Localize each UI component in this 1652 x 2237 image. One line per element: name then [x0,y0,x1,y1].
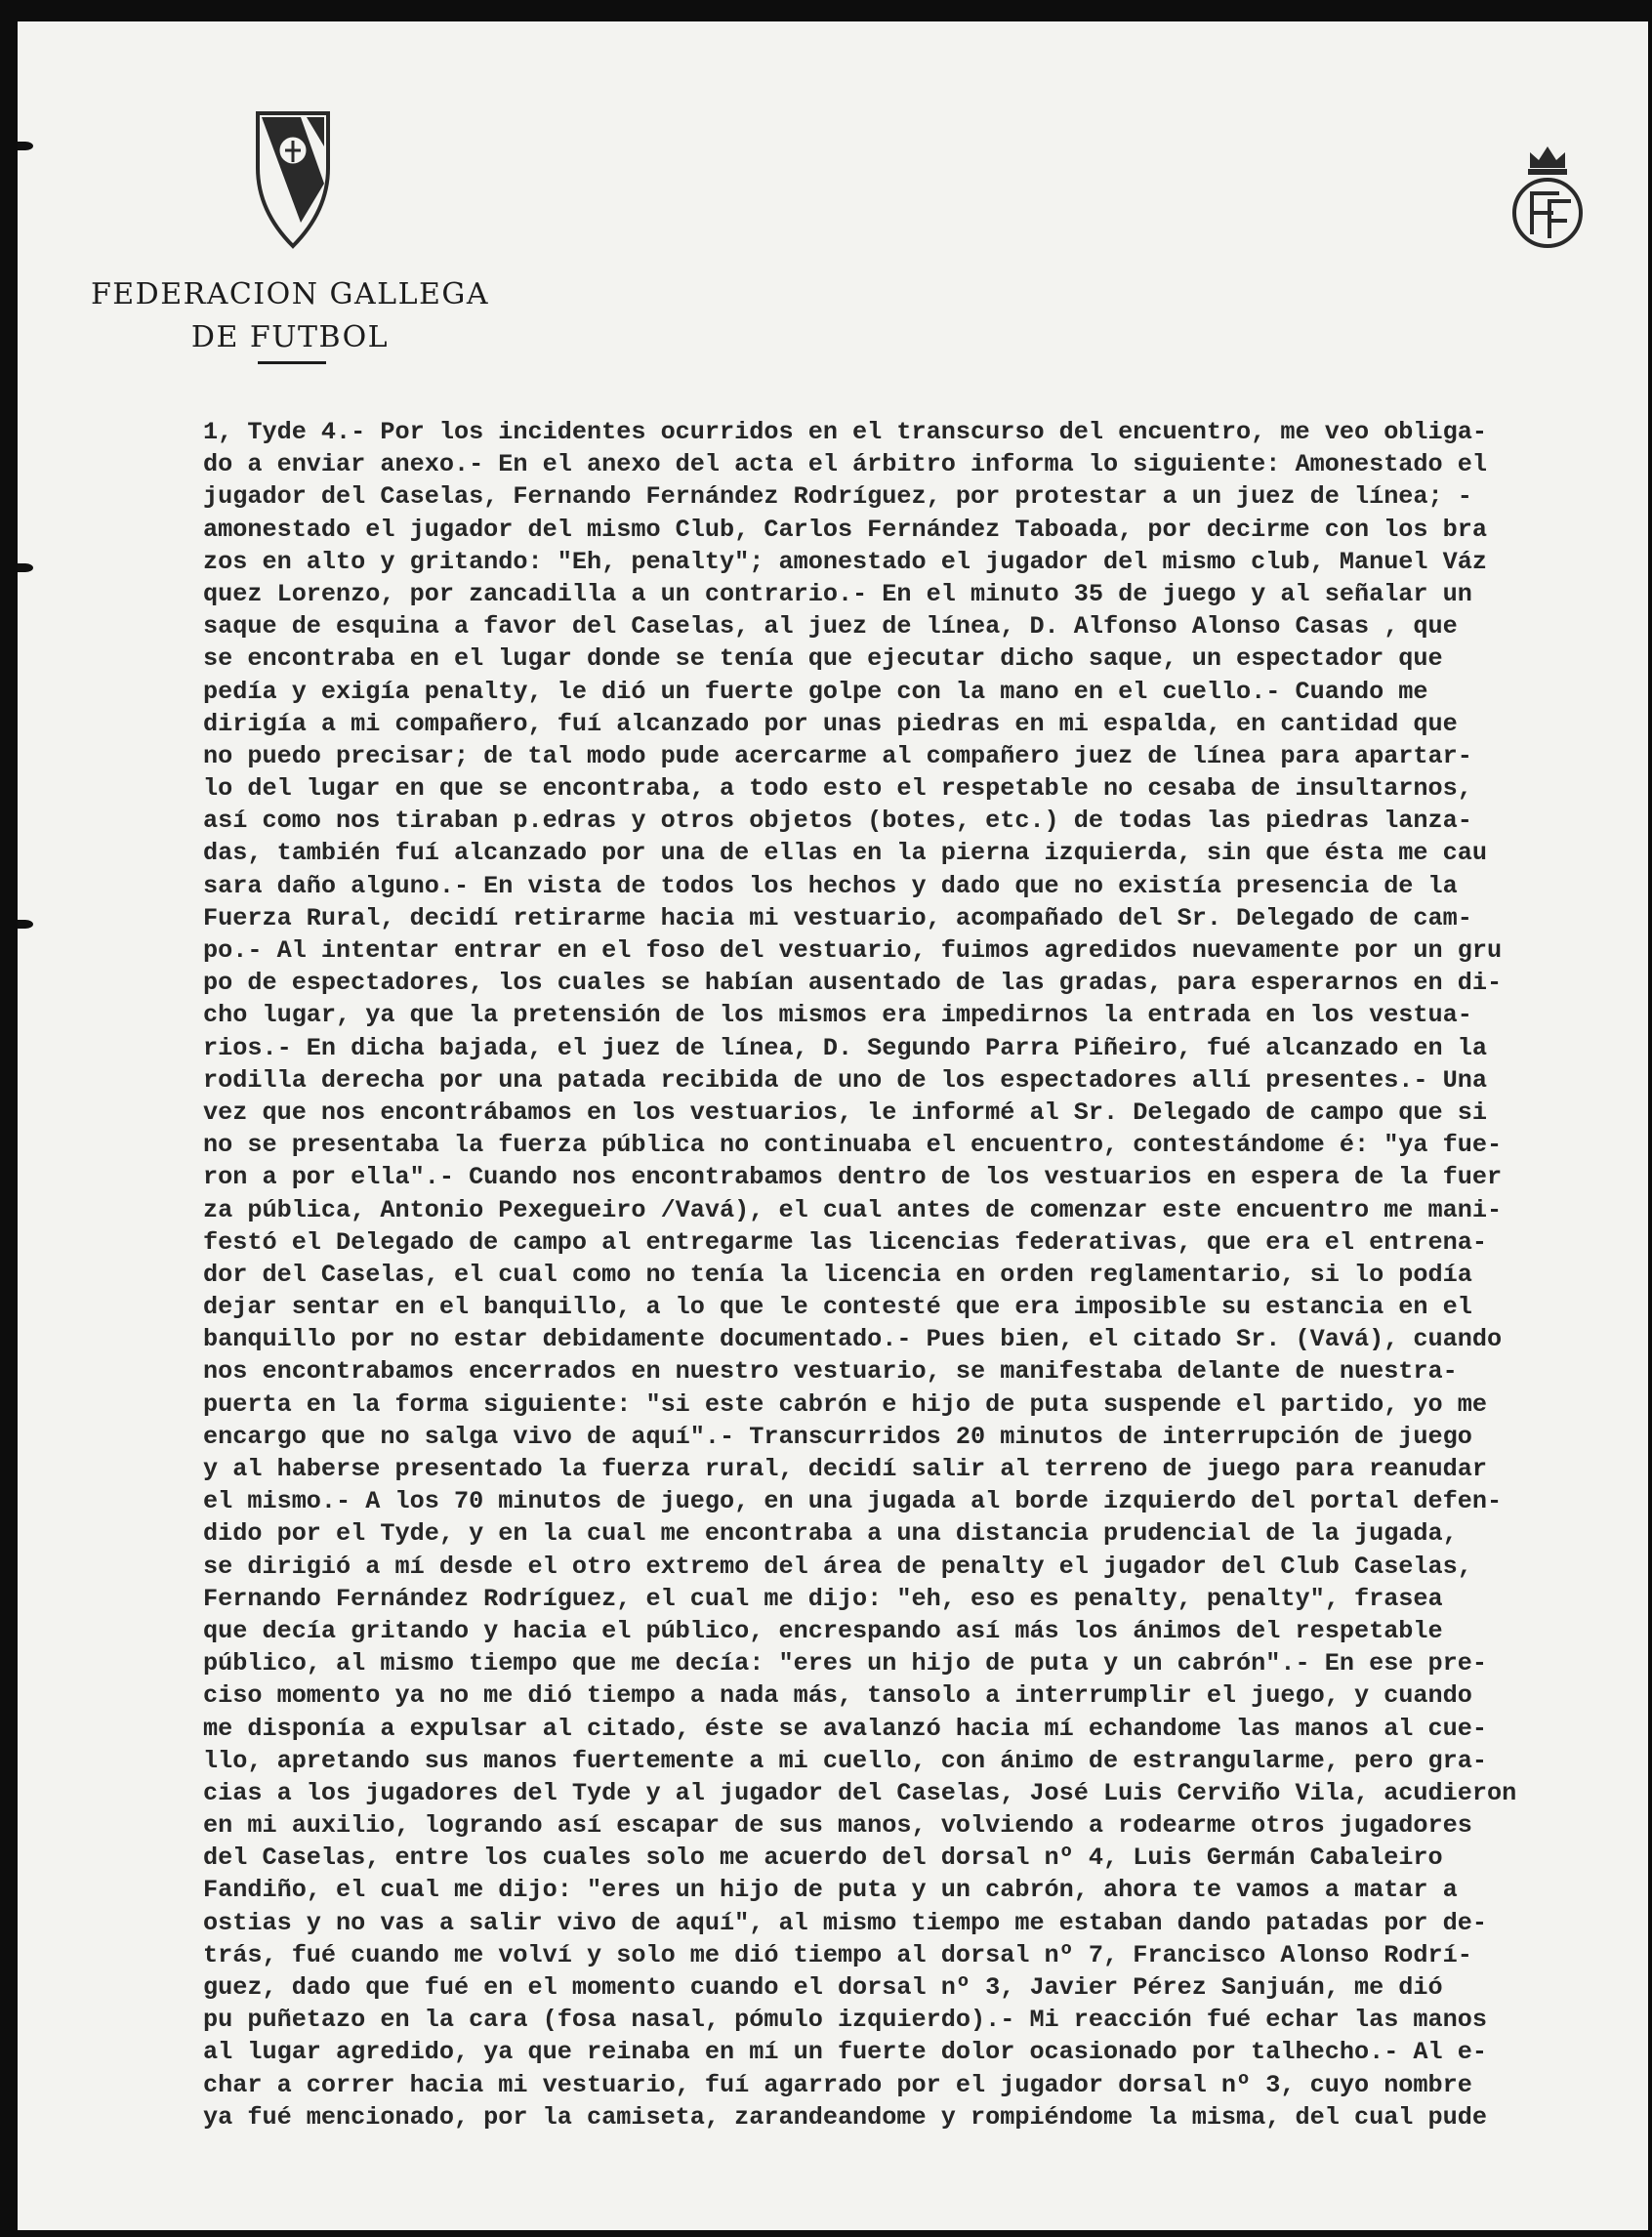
text-line: llo, apretando sus manos fuertemente a mi cuello, con ánimo de estrangularme, pero gra- [203,1746,1488,1775]
text-line: me disponía a expulsar al citado, éste se avalanzó hacia mí echandome las manos al cue- [203,1714,1488,1743]
text-line: no se presentaba la fuerza pública no continuaba el encuentro, contestándome é: "ya fue- [203,1131,1503,1160]
text-line: quez Lorenzo, por zancadilla a un contrario.- En el minuto 35 de juego y al señalar un [203,579,1472,608]
text-line: Fernando Fernández Rodríguez, el cual me dijo: "eh, eso es penalty, penalty", frasea [203,1584,1443,1613]
text-line: así como nos tiraban p.edras y otros objetos (botes, etc.) de todas las piedras lanza- [203,807,1472,836]
text-line: encargo que no salga vivo de aquí".- Transcurridos 20 minutos de interrupción de juego [203,1422,1472,1451]
text-line: ya fué mencionado, por la camiseta, zarandeandome y rompiéndome la misma, del cual pude [203,2102,1488,2132]
text-line: do a enviar anexo.- En el anexo del acta el árbitro informa lo siguiente: Amonestado el [203,450,1488,479]
text-line: pedía y exigía penalty, le dió un fuerte golpe con la mano en el cuello.- Cuando me [203,677,1428,706]
text-line: lo del lugar en que se encontraba, a todo esto el respetable no cesaba de insultarnos, [203,774,1472,804]
text-line: cho lugar, ya que la pretensión de los mismos era impedirnos la entrada en los vestua- [203,1001,1472,1030]
text-line: del Caselas, entre los cuales solo me acuerdo del dorsal nº 4, Luis Germán Cabaleiro [203,1843,1443,1873]
text-line: guez, dado que fué en el momento cuando el dorsal nº 3, Javier Pérez Sanjuán, me dió [203,1973,1443,2002]
text-line: za pública, Antonio Pexegueiro /Vavá), el cual antes de comenzar este encuentro me mani- [203,1195,1503,1224]
text-line: vez que nos encontrábamos en los vestuarios, le informé al Sr. Delegado de campo que si [203,1098,1488,1127]
text-line: ostias y no vas a salir vivo de aquí", al mismo tiempo me estaban dando patadas por de- [203,1908,1488,1937]
text-line: nos encontrabamos encerrados en nuestro vestuario, se manifestaba delante de nuestra- [203,1357,1458,1387]
header-divider [258,361,326,364]
text-line: público, al mismo tiempo que me decía: "eres un hijo de puta y un cabrón".- En ese pre- [203,1649,1488,1678]
text-line: sara daño alguno.- En vista de todos los hechos y dado que no existía presencia de la [203,871,1458,900]
text-line: saque de esquina a favor del Caselas, al juez de línea, D. Alfonso Alonso Casas , que [203,612,1458,642]
text-line: zos en alto y gritando: "Eh, penalty"; amonestado el jugador del mismo club, Manuel Váz [203,547,1488,576]
text-line: cias a los jugadores del Tyde y al jugador del Caselas, José Luis Cerviño Vila, acudieron [203,1778,1517,1807]
document-page [18,21,1648,2230]
organization-name [80,273,500,359]
text-line: el mismo.- A los 70 minutos de juego, en una jugada al borde izquierdo del portal defen- [203,1487,1503,1516]
binder-hole [18,563,33,572]
text-line: dor del Caselas, el cual como no tenía la licencia en orden reglamentario, si lo podía [203,1260,1472,1289]
text-line: das, también fuí alcanzado por una de ellas en la pierna izquierda, sin que ésta me cau [203,839,1488,868]
text-line: char a correr hacia mi vestuario, fuí agarrado por el jugador dorsal nº 3, cuyo nombre [203,2070,1472,2099]
text-line: po de espectadores, los cuales se habían ausentado de las gradas, para esperarnos en di- [203,969,1503,998]
text-line: Fuerza Rural, decidí retirarme hacia mi vestuario, acompañado del Sr. Delegado de cam- [203,903,1472,932]
text-line: se dirigió a mí desde el otro extremo del área de penalty el jugador del Club Caselas, [203,1552,1472,1581]
text-line: jugador del Caselas, Fernando Fernández Rodríguez, por protestar a un juez de línea; - [203,482,1472,512]
org-line-2: DE FUTBOL [190,320,390,354]
text-line: se encontraba en el lugar donde se tenía que ejecutar dicho saque, un espectador que [203,644,1443,674]
text-line: en mi auxilio, logrando así escapar de sus manos, volviendo a rodearme otros jugadores [203,1811,1472,1841]
crown-monogram-icon [1507,137,1589,252]
text-line: rios.- En dicha bajada, el juez de línea, D. Segundo Parra Piñeiro, fué alcanzado en la [203,1033,1488,1062]
text-line: pu puñetazo en la cara (fosa nasal, pómulo izquierdo).- Mi reacción fué echar las manos [203,2006,1488,2035]
report-body [203,416,1621,2222]
text-line: y al haberse presentado la fuerza rural, decidí salir al terreno de juego para reanudar [203,1455,1488,1483]
text-line: no puedo precisar; de tal modo pude acercarme al compañero juez de línea para apartar- [203,741,1472,770]
binder-hole [18,920,33,929]
text-line: po.- Al intentar entrar en el foso del vestuario, fuimos agredidos nuevamente por un gru [203,936,1503,965]
text-line: que decía gritando y hacia el público, encrespando así más los ánimos del respetable [203,1616,1443,1645]
text-line: dido por el Tyde, y en la cual me encontraba a una distancia prudencial de la jugada, [203,1519,1458,1549]
text-line: ron a por ella".- Cuando nos encontrabamos dentro de los vestuarios en espera de la fuer [203,1163,1503,1192]
text-line: rodilla derecha por una patada recibida de uno de los espectadores allí presentes.- Una [203,1065,1488,1095]
text-line: festó el Delegado de campo al entregarme las licencias federativas, que era el entrena- [203,1227,1488,1257]
text-line: 1, Tyde 4.- Por los incidentes ocurridos en el transcurso del encuentro, me veo obliga- [203,418,1488,446]
text-line: dirigía a mi compañero, fuí alcanzado por unas piedras en mi espalda, en cantidad que [203,709,1458,738]
text-line: amonestado el jugador del mismo Club, Carlos Fernández Taboada, por decirme con los bra [203,515,1488,544]
org-line-1: FEDERACION GALLEGA [90,277,490,311]
shield-emblem-icon [252,107,334,252]
text-line: al lugar agredido, ya que reinaba en mí un fuerte dolor ocasionado por talhecho.- Al e- [203,2038,1488,2067]
text-line: banquillo por no estar debidamente documentado.- Pues bien, el citado Sr. (Vavá), cuando [203,1325,1503,1354]
text-line: Fandiño, el cual me dijo: "eres un hijo de puta y un cabrón, ahora te vamos a matar a [203,1876,1458,1905]
text-line: trás, fué cuando me volví y solo me dió tiempo al dorsal nº 7, Francisco Alonso Rodrí- [203,1940,1472,1969]
binder-hole [18,142,33,150]
text-line: dejar sentar en el banquillo, a lo que le contesté que era imposible su estancia en el [203,1293,1472,1322]
text-line: puerta en la forma siguiente: "si este cabrón e hijo de puta suspende el partido, yo me [203,1389,1488,1419]
text-line: ciso momento ya no me dió tiempo a nada más, tansolo a interrumplir el juego, y cuando [203,1681,1472,1711]
